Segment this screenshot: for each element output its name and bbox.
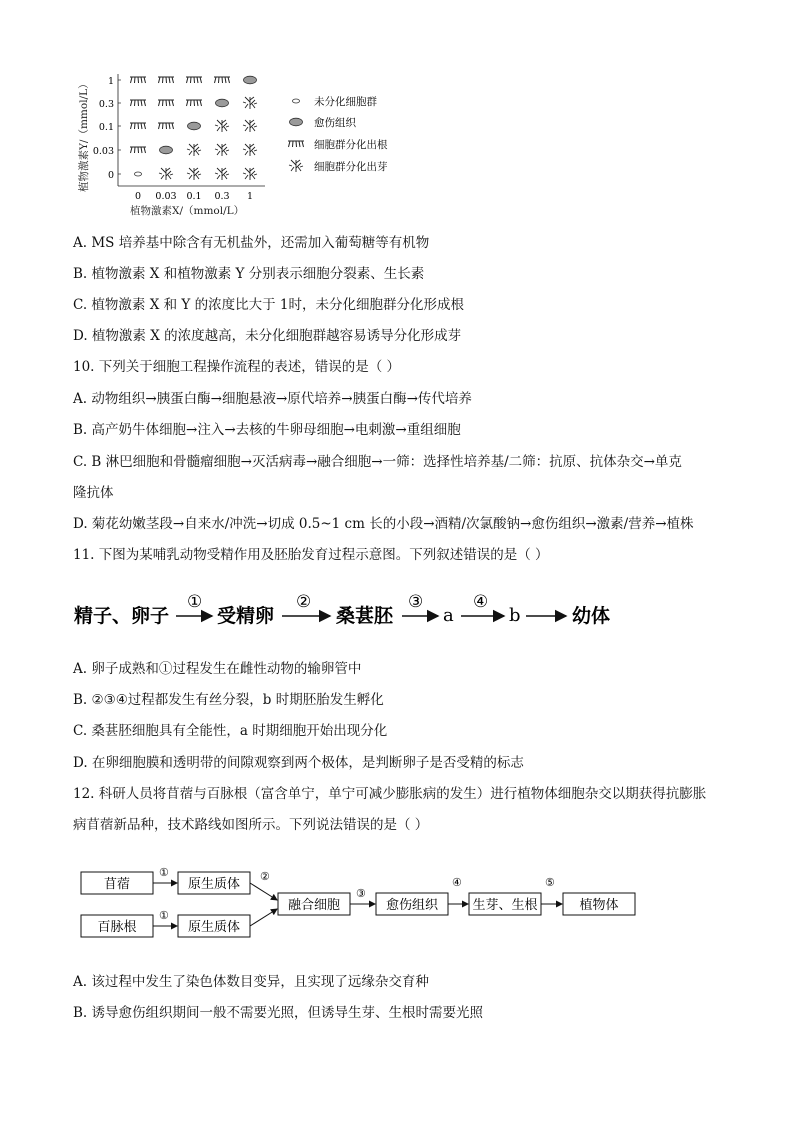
box-plant-label: 植物体 xyxy=(579,898,619,913)
box-protoplast-bottom-label: 原生质体 xyxy=(187,920,241,935)
q9-option-b: B. 植物激素 X 和植物激素 Y 分别表示细胞分裂素、生长素 xyxy=(73,266,425,282)
x-tick-label: 0 xyxy=(134,191,142,202)
q11-stem: 11. 下图为某哺乳动物受精作用及胚胎发育过程示意图。下列叙述错误的是（ ） xyxy=(73,547,549,563)
q11-option-b: B. ②③④过程都发生有丝分裂，b 时期胚胎发生孵化 xyxy=(73,692,384,708)
q11-option-a: A. 卵子成熟和①过程发生在雌性动物的输卵管中 xyxy=(73,661,362,677)
grid-cell-root xyxy=(214,77,230,83)
y-tick-label: 0.1 xyxy=(98,122,114,133)
q10-option-c-continued: 隆抗体 xyxy=(73,485,114,501)
y-tick-label: 1 xyxy=(107,76,114,87)
y-tick-label: 0 xyxy=(107,170,114,181)
q9-option-c: C. 植物激素 X 和 Y 的浓度比大于 1时，未分化细胞群分化形成根 xyxy=(73,297,464,313)
step-3: ③ xyxy=(356,887,366,900)
legend-symbol-root xyxy=(288,141,304,147)
legend-label: 未分化细胞群 xyxy=(314,96,377,108)
q12-option-b: B. 诱导愈伤组织期间一般不需要光照，但诱导生芽、生根时需要光照 xyxy=(73,1005,484,1021)
fertilization-flow-diagram xyxy=(72,588,632,638)
flow-node-morula: 桑葚胚 xyxy=(336,605,394,627)
legend-symbol-callus xyxy=(290,118,303,126)
q12-stem-line-1: 12. 科研人员将苜蓿与百脉根（富含单宁，单宁可减少膨胀病的发生）进行植物体细胞杂交以期获得抗膨胀 xyxy=(73,786,707,802)
grid-cell-root xyxy=(130,123,146,129)
y-tick-label: 0.3 xyxy=(98,99,114,110)
x-tick-label: 0.3 xyxy=(214,191,230,202)
grid-cell-undiff xyxy=(135,172,142,176)
flow-step-4: ④ xyxy=(473,592,489,612)
flow-node-gametes: 精子、卵子 xyxy=(74,605,170,627)
y-tick-label: 0.03 xyxy=(92,146,114,157)
grid-cell-shoot xyxy=(243,168,257,180)
q9-option-a: A. MS 培养基中除含有无机盐外，还需加入葡萄糖等有机物 xyxy=(73,235,430,251)
x-tick-label: 0.03 xyxy=(155,191,177,202)
grid-cell-shoot xyxy=(215,120,229,132)
legend-symbol-shoot xyxy=(289,160,303,172)
hormone-ratio-figure xyxy=(70,68,410,218)
q12-option-a: A. 该过程中发生了染色体数目变异，且实现了远缘杂交育种 xyxy=(73,974,429,990)
flow-node-a: a xyxy=(443,605,454,626)
grid-cell-shoot xyxy=(243,144,257,156)
step-5: ⑤ xyxy=(545,876,555,889)
flow-step-3: ③ xyxy=(408,592,424,612)
grid-cell-root xyxy=(130,100,146,106)
somatic-hybridization-flow-diagram xyxy=(78,860,638,946)
legend-label: 细胞群分化出芽 xyxy=(314,161,388,173)
q10-option-a: A. 动物组织→胰蛋白酶→细胞悬液→原代培养→胰蛋白酶→传代培养 xyxy=(73,391,472,407)
q10-option-b: B. 高产奶牛体细胞→注入→去核的牛卵母细胞→电刺激→重组细胞 xyxy=(73,422,461,438)
box-alfalfa-label: 苜蓿 xyxy=(103,877,131,892)
box-fused-cell-label: 融合细胞 xyxy=(287,898,341,913)
grid-cell-shoot xyxy=(187,168,201,180)
grid-cell-root xyxy=(186,77,202,83)
box-protoplast-top-label: 原生质体 xyxy=(187,877,241,892)
q11-option-d: D. 在卵细胞膜和透明带的间隙观察到两个极体，是判断卵子是否受精的标志 xyxy=(73,755,524,771)
box-shoot-root-label: 生芽、生根 xyxy=(472,898,538,913)
x-axis-label: 植物激素X/（mmol/L） xyxy=(130,205,245,217)
flow-step-2: ② xyxy=(296,592,312,612)
box-lotus-label: 百脉根 xyxy=(97,920,137,935)
q11-option-c: C. 桑葚胚细胞具有全能性，a 时期细胞开始出现分化 xyxy=(73,723,388,739)
x-tick-label: 0.1 xyxy=(186,191,202,202)
step-1-top: ① xyxy=(159,866,169,879)
y-axis-label: 植物激素Y/（mmol/L） xyxy=(78,78,90,192)
q10-stem: 10. 下列关于细胞工程操作流程的表述，错误的是（ ） xyxy=(73,359,401,375)
q10-option-c: C. B 淋巴细胞和骨髓瘤细胞→灭活病毒→融合细胞→一筛：选择性培养基/二筛：抗原、抗体杂交→单克 xyxy=(73,454,682,470)
grid-cell-shoot xyxy=(187,144,201,156)
flow-node-zygote: 受精卵 xyxy=(217,605,275,627)
q9-option-d: D. 植物激素 X 的浓度越高，未分化细胞群越容易诱导分化形成芽 xyxy=(73,328,462,344)
flow-node-b: b xyxy=(509,605,521,626)
x-tick-label: 1 xyxy=(246,191,254,202)
flow-step-1: ① xyxy=(187,592,203,612)
grid-cell-shoot xyxy=(243,97,257,109)
grid-cell-root xyxy=(186,100,202,106)
grid-cell-root xyxy=(158,123,174,129)
q10-option-d: D. 菊花幼嫩茎段→自来水/冲洗→切成 0.5~1 cm 长的小段→酒精/次氯酸钠→愈伤组织→激素/营养→植株 xyxy=(73,516,694,532)
legend-label: 细胞群分化出根 xyxy=(314,139,388,151)
grid-cell-callus xyxy=(216,99,229,107)
grid-cell-root xyxy=(130,77,146,83)
grid-cell-callus xyxy=(160,146,173,154)
legend-symbol-undiff xyxy=(293,99,300,103)
grid-cell-shoot xyxy=(159,168,173,180)
grid-cell-root xyxy=(130,147,146,153)
step-4: ④ xyxy=(452,876,462,889)
step-1-bottom: ① xyxy=(159,909,169,922)
box-callus-label: 愈伤组织 xyxy=(385,898,439,913)
grid-cell-root xyxy=(158,77,174,83)
grid-cell-root xyxy=(158,100,174,106)
flow-node-offspring: 幼体 xyxy=(572,605,611,627)
grid-cell-callus xyxy=(188,122,201,130)
q12-stem-line-2: 病苜蓿新品种，技术路线如图所示。下列说法错误的是（ ） xyxy=(73,817,429,833)
grid-cell-callus xyxy=(244,76,257,84)
step-2: ② xyxy=(260,870,270,883)
legend-label: 愈伤组织 xyxy=(314,117,356,129)
arrow-step-2-top xyxy=(250,883,277,900)
grid-cell-shoot xyxy=(215,144,229,156)
grid-cell-shoot xyxy=(215,168,229,180)
grid-cell-shoot xyxy=(243,120,257,132)
arrow-step-2-bottom xyxy=(250,909,277,926)
